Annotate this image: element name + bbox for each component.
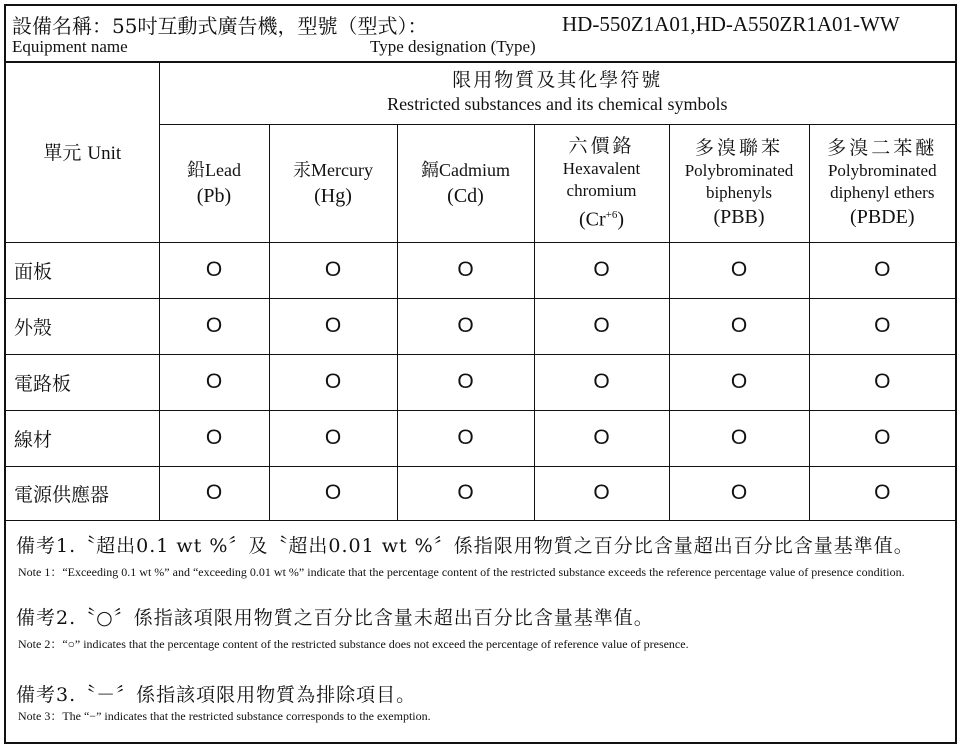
group-header-cell	[159, 61, 955, 124]
note1-zh: 備考1.〝超出0.1 wt %〞及〝超出0.01 wt %〞係指限用物質之百分比含量超出百分比含量基準值。	[16, 535, 914, 557]
table-row	[6, 410, 955, 466]
mark-cell: O	[534, 242, 669, 298]
mark-cell: O	[159, 242, 269, 298]
note2-en: Note 2：“○” indicates that the percentage content of the restricted substance does not exceed the percentage of reference value of presence.	[18, 637, 689, 651]
type-label-en: Type designation (Type)	[370, 37, 536, 56]
row-unit-label: 電路板	[6, 354, 159, 410]
mark-cell: O	[159, 410, 269, 466]
declaration-frame	[4, 4, 957, 744]
unit-header-cell	[6, 61, 159, 242]
table-row	[6, 354, 955, 410]
table-row	[6, 298, 955, 354]
equipment-label-zh: 設備名稱：55吋互動式廣告機，型號（型式）：	[12, 14, 428, 38]
column-header-lead: 鉛Lead (Pb)	[159, 124, 269, 242]
mark-cell: O	[159, 354, 269, 410]
equipment-header	[6, 6, 955, 63]
mark-cell: O	[159, 466, 269, 520]
mark-cell: O	[397, 242, 534, 298]
table-row	[6, 466, 955, 520]
mark-cell: O	[809, 242, 955, 298]
note3-en: Note 3：The “−” indicates that the restricted substance corresponds to the exemption.	[18, 709, 431, 723]
group-header-en: Restricted substances and its chemical symbols	[387, 94, 728, 115]
mark-cell: O	[809, 466, 955, 520]
mark-cell: O	[809, 298, 955, 354]
mark-cell: O	[269, 354, 397, 410]
column-header-mercury: 汞Mercury (Hg)	[269, 124, 397, 242]
note2-zh: 備考2.〝○〞係指該項限用物質之百分比含量未超出百分比含量基準值。	[16, 607, 654, 629]
mark-cell: O	[397, 410, 534, 466]
mark-cell: O	[534, 354, 669, 410]
table-row	[6, 242, 955, 298]
mark-cell: O	[809, 410, 955, 466]
unit-header: 單元 Unit	[43, 141, 122, 164]
column-header-pbde: 多溴二苯醚 Polybrominated diphenyl ethers (PBDE)	[809, 124, 955, 242]
restricted-substances-table	[6, 61, 955, 521]
mark-cell: O	[397, 466, 534, 520]
group-header-zh: 限用物質及其化學符號	[452, 69, 663, 92]
mark-cell: O	[669, 466, 809, 520]
mark-cell: O	[534, 410, 669, 466]
mark-cell: O	[269, 410, 397, 466]
mark-cell: O	[809, 354, 955, 410]
mark-cell: O	[534, 466, 669, 520]
mark-cell: O	[269, 298, 397, 354]
note3-zh: 備考3.〝－〞係指該項限用物質為排除項目。	[16, 684, 417, 706]
mark-cell: O	[669, 410, 809, 466]
mark-cell: O	[397, 298, 534, 354]
mark-cell: O	[669, 354, 809, 410]
mark-cell: O	[669, 242, 809, 298]
mark-cell: O	[669, 298, 809, 354]
column-header-pbb: 多溴聯苯 Polybrominated biphenyls (PBB)	[669, 124, 809, 242]
mark-cell: O	[269, 242, 397, 298]
row-unit-label: 面板	[6, 242, 159, 298]
model-numbers: HD-550Z1A01,HD-A550ZR1A01-WW	[562, 12, 900, 36]
column-header-cadmium: 鎘Cadmium (Cd)	[397, 124, 534, 242]
mark-cell: O	[534, 298, 669, 354]
row-unit-label: 外殼	[6, 298, 159, 354]
mark-cell: O	[159, 298, 269, 354]
row-unit-label: 線材	[6, 410, 159, 466]
column-header-hexavalent-chromium: 六價鉻 Hexavalent chromium $(Cr^{+6})$	[534, 124, 669, 242]
mark-cell: O	[397, 354, 534, 410]
row-unit-label: 電源供應器	[6, 466, 159, 520]
mark-cell: O	[269, 466, 397, 520]
note1-en: Note 1：“Exceeding 0.1 wt %” and “exceeding 0.01 wt %” indicate that the percentage content of the restricted substance exceeds the reference percentage value of presence condition.	[18, 565, 905, 579]
equipment-label-en: Equipment name	[12, 37, 128, 56]
